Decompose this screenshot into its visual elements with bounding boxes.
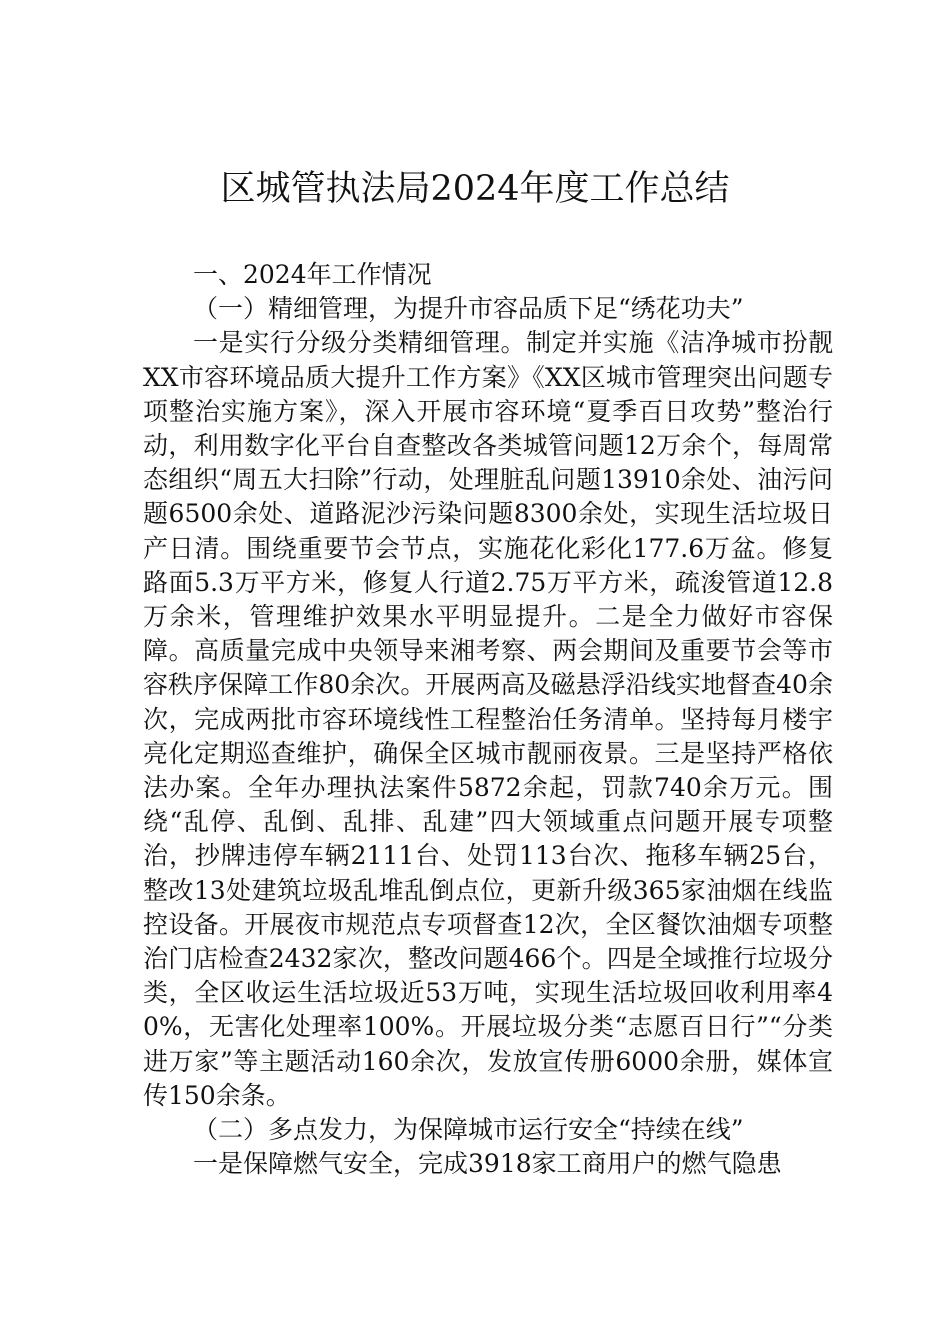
subsection-heading: （二）多点发力，为保障城市运行安全“持续在线” bbox=[193, 1115, 744, 1145]
subsection-heading: （一）精细管理，为提升市容品质下足“绣花功夫” bbox=[193, 294, 744, 324]
body-paragraph: 一是实行分级分类精细管理。制定并实施《洁净城市扮靓XX市容环境品质大提升工作方案》《XX区城市管理突出问题专项整治实施方案》，深入开展市容环境“夏季百日攻势”整治行动，利用数字化平台自查整改各类城管问题12万余个，每周常态组织“周五大扫除”行动，处理脏乱问题13910余处、油污问题6500余处、道路泥沙污染问题8300余处，实现生活垃圾日产日清。围绕重要节会节点，实施花化彩化177.6万盆。修复路面5.3万平方米，修复人行道2.75万平方米，疏浚管道12.8万余米，管理维护效果水平明显提升。二是全力做好市容保障。高质量完成中央领导来湘考察、两会期间及重要节会等市容秩序保障工作80余次。开展两高及磁悬浮沿线实地督查40余次，完成两批市容环境线性工程整治任务清单。坚持每月楼宇亮化定期巡查维护，确保全区城市靓丽夜景。三是坚持严格依法办案。全年办理执法案件5872余起，罚款740余万元。围绕“乱停、乱倒、乱排、乱建”四大领域重点问题开展专项整治，抄牌违停车辆2111台、处罚113台次、拖移车辆25台，整改13处建筑垃圾乱堆乱倒点位，更新升级365家油烟在线监控设备。开展夜市规范点专项督查12次，全区餐饮油烟专项整治门店检查2432家次，整改问题466个。四是全域推行垃圾分类，全区收运生活垃圾近53万吨，实现生活垃圾回收利用率40%，无害化处理率100%。开展垃圾分类“志愿百日行”“分类进万家”等主题活动160余次，发放宣传册6000余册，媒体宣传150余条。 bbox=[143, 328, 833, 1110]
body-paragraph: 一是保障燃气安全，完成3918家工商用户的燃气隐患 bbox=[193, 1149, 782, 1179]
document-body bbox=[143, 258, 833, 1181]
section-heading: 一、2024年工作情况 bbox=[193, 260, 432, 289]
document-title: 区城管执法局2024年度工作总结 bbox=[220, 169, 730, 209]
